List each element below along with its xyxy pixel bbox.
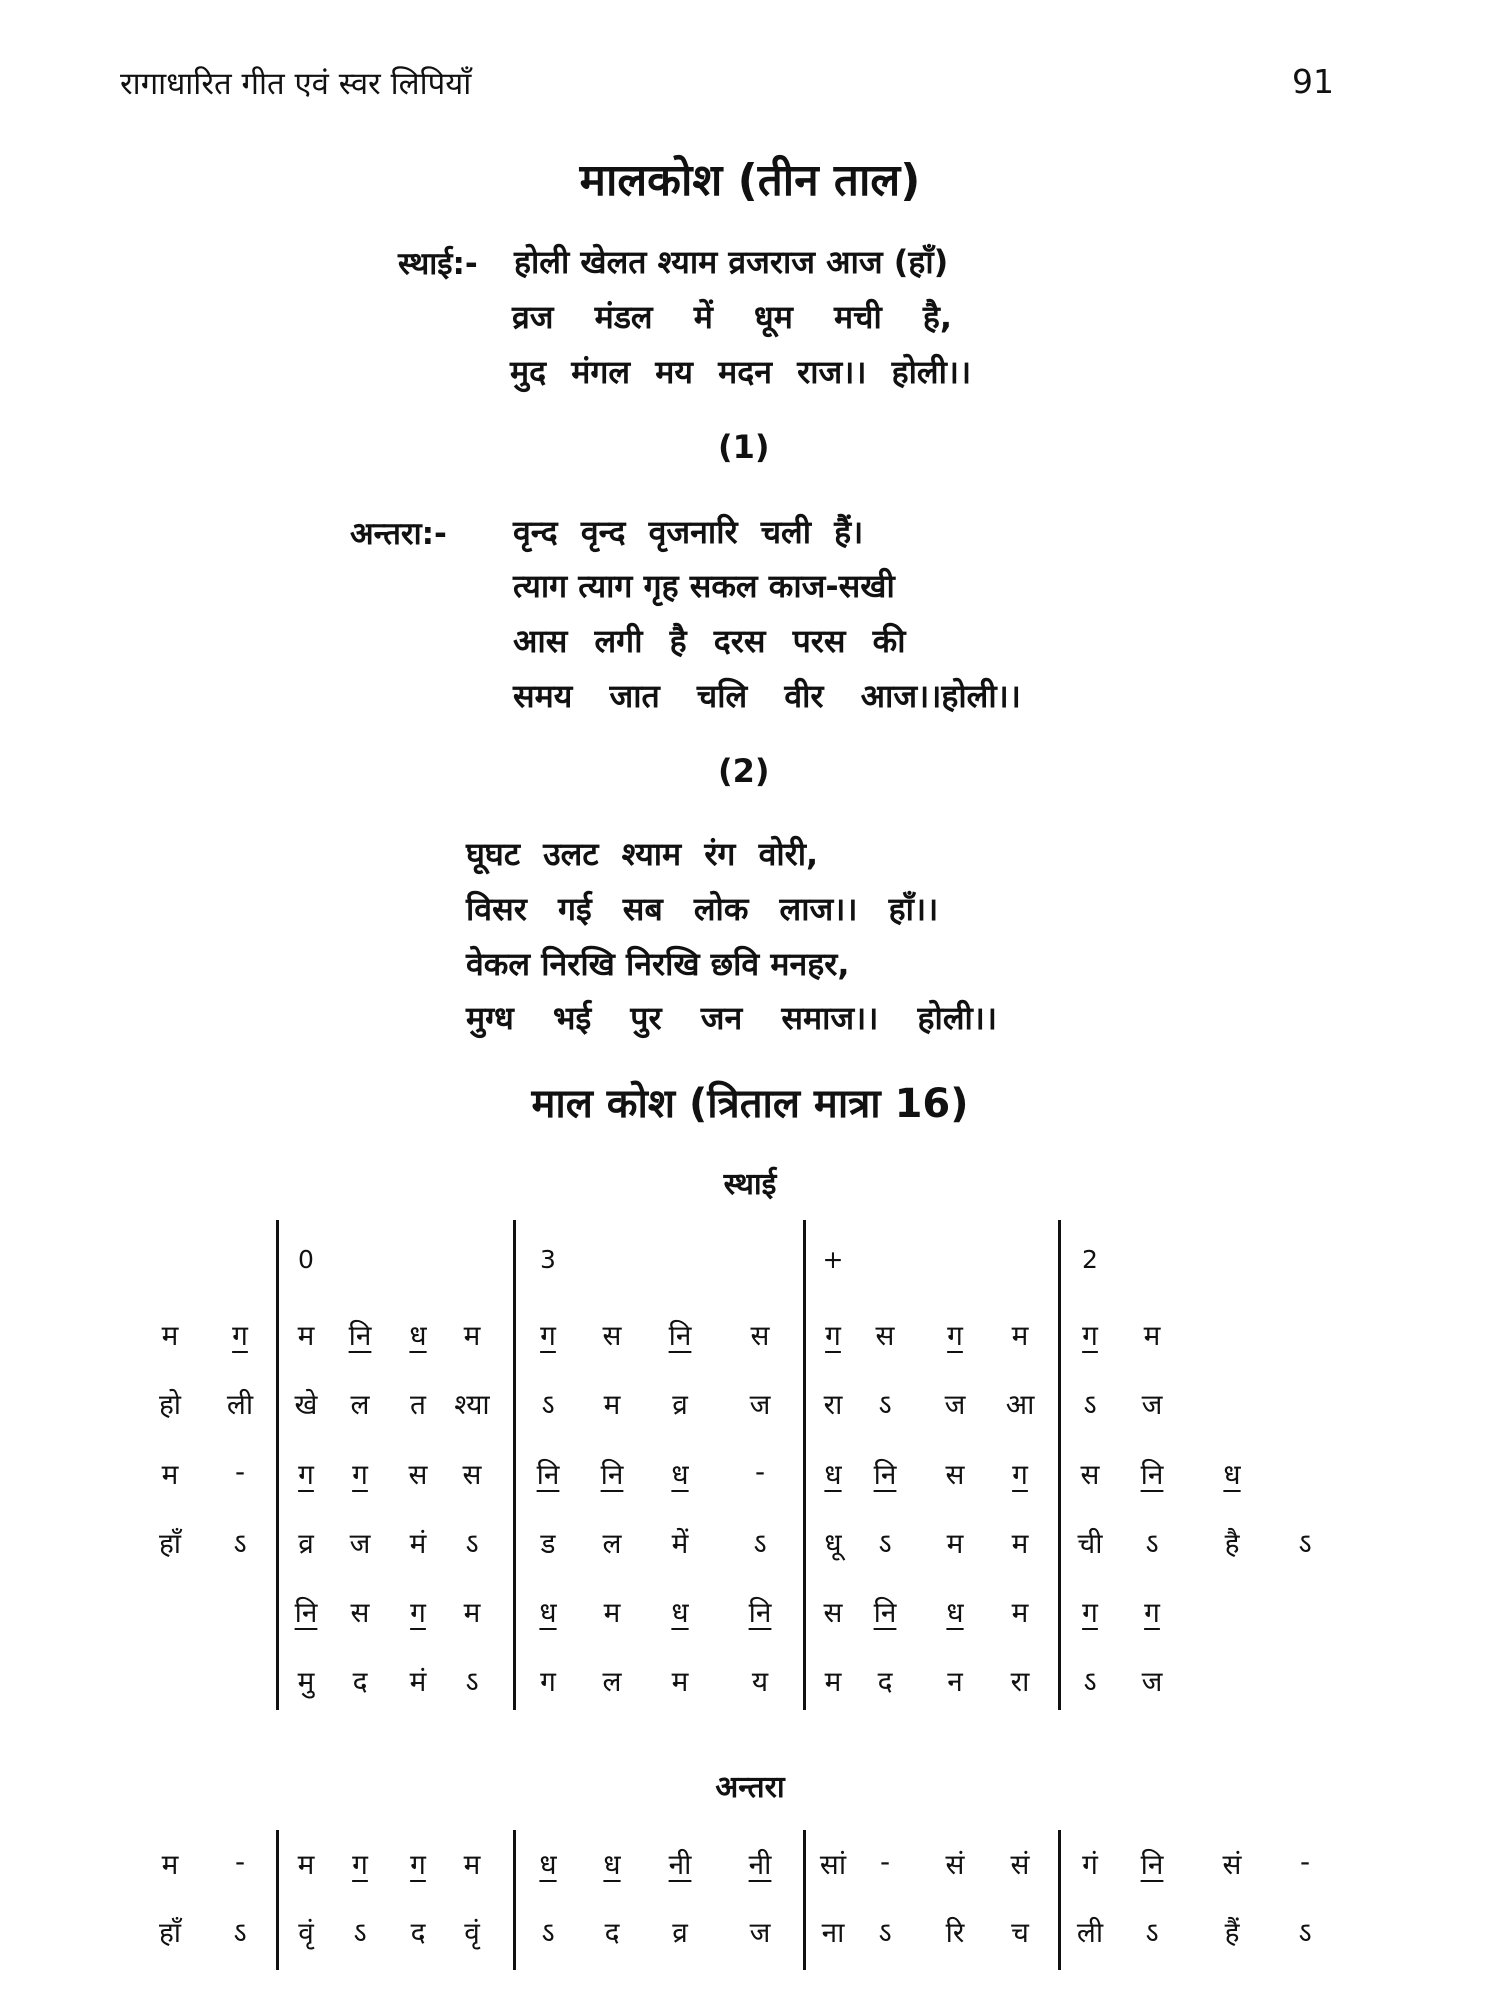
sthai-note-cell: खे bbox=[294, 1388, 318, 1421]
sthai-note-cell: ग bbox=[540, 1319, 556, 1352]
sthai-note-cell: म bbox=[161, 1319, 179, 1352]
antara-note-cell: रि bbox=[945, 1916, 965, 1949]
antara-note-cell: हाँ bbox=[158, 1916, 182, 1949]
sthai-note-cell: नि bbox=[294, 1596, 318, 1629]
sthai-note-cell: द bbox=[352, 1665, 368, 1698]
sthai-beat-mark: 3 bbox=[540, 1245, 556, 1274]
antara-note-cell: म bbox=[463, 1848, 481, 1881]
antara-note-cell: ऽ bbox=[233, 1916, 247, 1949]
sthai-note-cell: नि bbox=[536, 1458, 560, 1491]
sthai-note-cell: ऽ bbox=[1145, 1527, 1159, 1560]
antara-label: अन्तरा:- bbox=[350, 516, 447, 552]
antara-note-cell: गं bbox=[1082, 1848, 1098, 1881]
antara-bar-line bbox=[513, 1830, 516, 1970]
antara-note-cell: नि bbox=[1140, 1848, 1164, 1881]
sthai-note-cell: ऽ bbox=[233, 1527, 247, 1560]
para-marker-1: (1) bbox=[718, 428, 770, 466]
sthai-note-cell: श्या bbox=[454, 1388, 490, 1421]
sthai-note-cell: ल bbox=[602, 1665, 622, 1698]
sthai-note-cell: स bbox=[875, 1319, 895, 1352]
sthai-note-cell: ग bbox=[298, 1458, 314, 1491]
antara-note-cell: नी bbox=[748, 1848, 772, 1881]
sthai-note-cell: ज bbox=[749, 1388, 771, 1421]
antara-note-cell: ज bbox=[749, 1916, 771, 1949]
sthai-note-cell: न bbox=[947, 1665, 963, 1698]
sthai-note-cell: म bbox=[1011, 1596, 1029, 1629]
sthai-note-cell: धू bbox=[824, 1527, 842, 1560]
sthai-note-cell: ज bbox=[1141, 1665, 1163, 1698]
sthai-note-cell: म bbox=[1143, 1319, 1161, 1352]
antara-bar-line bbox=[276, 1830, 279, 1970]
antara-note-cell: ग bbox=[352, 1848, 368, 1881]
sthai-note-cell: ध bbox=[539, 1596, 557, 1629]
sthai-note-cell: ग bbox=[1144, 1596, 1160, 1629]
sthai-note-cell: म bbox=[603, 1596, 621, 1629]
sthai-note-cell: ल bbox=[602, 1527, 622, 1560]
sthai-note-cell: म bbox=[603, 1388, 621, 1421]
sthai-beat-mark: + bbox=[822, 1245, 844, 1274]
sthai-note-cell: म bbox=[946, 1527, 964, 1560]
sthai-note-cell: ग bbox=[1012, 1458, 1028, 1491]
antara-line-2: त्याग त्याग गृह सकल काज-सखी bbox=[513, 567, 895, 605]
antara-note-cell: वृं bbox=[298, 1916, 314, 1949]
sthai-note-cell: स bbox=[945, 1458, 965, 1491]
sthai-note-cell: ज bbox=[349, 1527, 371, 1560]
sthai-note-cell: ऽ bbox=[465, 1527, 479, 1560]
sthai-note-cell: आ bbox=[1005, 1388, 1035, 1421]
sthai-bar-line bbox=[513, 1220, 516, 1710]
sthai-heading: स्थाई bbox=[723, 1167, 777, 1202]
sthai-note-cell: म bbox=[671, 1665, 689, 1698]
verse2-line-4: मुग्ध भई पुर जन समाज।। होली।। bbox=[466, 999, 998, 1037]
antara-note-cell: ऽ bbox=[878, 1916, 892, 1949]
sthai-note-cell: - bbox=[234, 1455, 246, 1488]
sthai-line-1: होली खेलत श्याम व्रजराज आज (हाँ) bbox=[514, 243, 949, 281]
sthai-note-cell: ज bbox=[944, 1388, 966, 1421]
antara-note-cell: द bbox=[410, 1916, 426, 1949]
sthai-note-cell: ऽ bbox=[541, 1388, 555, 1421]
antara-note-cell: ऽ bbox=[1145, 1916, 1159, 1949]
antara-note-cell: सं bbox=[1010, 1848, 1030, 1881]
sthai-note-cell: स bbox=[1080, 1458, 1100, 1491]
verse2-line-2: विसर गई सब लोक लाज।। हाँ।। bbox=[466, 890, 939, 928]
sthai-label: स्थाई:- bbox=[398, 246, 478, 282]
sthai-note-cell: ग bbox=[825, 1319, 841, 1352]
sthai-note-cell: नि bbox=[1140, 1458, 1164, 1491]
sthai-note-cell: म bbox=[161, 1458, 179, 1491]
antara-note-cell: हैं bbox=[1224, 1916, 1240, 1949]
sthai-line-3: मुद मंगल मय मदन राज।। होली।। bbox=[510, 353, 972, 391]
sthai-note-cell: स bbox=[462, 1458, 482, 1491]
sthai-note-cell: मु bbox=[297, 1665, 315, 1698]
sthai-note-cell: ड bbox=[540, 1527, 556, 1560]
sthai-note-cell: है bbox=[1224, 1527, 1240, 1560]
sthai-bar-line bbox=[803, 1220, 806, 1710]
sthai-note-cell: ध bbox=[671, 1596, 689, 1629]
antara-note-cell: व्र bbox=[672, 1916, 688, 1949]
verse2-line-1: घूघट उलट श्याम रंग वोरी, bbox=[466, 835, 819, 873]
sthai-note-cell: ऽ bbox=[1298, 1527, 1312, 1560]
antara-line-3: आस लगी है दरस परस की bbox=[513, 622, 906, 660]
antara-note-cell: ऽ bbox=[541, 1916, 555, 1949]
sthai-note-cell: नि bbox=[873, 1596, 897, 1629]
antara-note-cell: - bbox=[1299, 1845, 1311, 1878]
sthai-note-cell: म bbox=[1011, 1319, 1029, 1352]
sthai-note-cell: ल bbox=[350, 1388, 370, 1421]
antara-note-cell: ऽ bbox=[1298, 1916, 1312, 1949]
sthai-note-cell: नि bbox=[748, 1596, 772, 1629]
sthai-note-cell: ध bbox=[409, 1319, 427, 1352]
antara-note-cell: ना bbox=[821, 1916, 845, 1949]
sthai-beat-mark: 2 bbox=[1082, 1245, 1098, 1274]
sthai-note-cell: ध bbox=[824, 1458, 842, 1491]
verse2-line-3: वेकल निरखि निरखि छवि मनहर, bbox=[466, 945, 850, 983]
antara-note-cell: ध bbox=[603, 1848, 621, 1881]
antara-note-cell: वृं bbox=[464, 1916, 480, 1949]
antara-bar-line bbox=[1058, 1830, 1061, 1970]
sthai-note-cell: हो bbox=[158, 1388, 182, 1421]
sthai-beat-mark: 0 bbox=[298, 1245, 314, 1274]
sthai-note-cell: य bbox=[751, 1665, 769, 1698]
sthai-note-cell: ऽ bbox=[878, 1388, 892, 1421]
sthai-note-cell: ग bbox=[540, 1665, 556, 1698]
sthai-note-cell: ऽ bbox=[465, 1665, 479, 1698]
para-marker-2: (2) bbox=[718, 752, 770, 790]
sthai-note-cell: स bbox=[602, 1319, 622, 1352]
song-title: मालकोश (तीन ताल) bbox=[579, 155, 921, 206]
sthai-note-cell: द bbox=[877, 1665, 893, 1698]
sthai-note-cell: नि bbox=[600, 1458, 624, 1491]
antara-bar-line bbox=[803, 1830, 806, 1970]
notation-title: माल कोश (त्रिताल मात्रा 16) bbox=[531, 1081, 969, 1127]
sthai-note-cell: ग bbox=[1082, 1596, 1098, 1629]
sthai-note-cell: स bbox=[350, 1596, 370, 1629]
antara-line-1: वृन्द वृन्द वृजनारि चली हैं। bbox=[513, 513, 864, 551]
antara-note-cell: - bbox=[234, 1845, 246, 1878]
sthai-note-cell: म bbox=[297, 1319, 315, 1352]
antara-line-4: समय जात चलि वीर आज।।होली।। bbox=[513, 677, 1021, 715]
sthai-line-2: व्रज मंडल में धूम मची है, bbox=[512, 298, 953, 336]
sthai-note-cell: ज bbox=[1141, 1388, 1163, 1421]
antara-note-cell: ऽ bbox=[353, 1916, 367, 1949]
sthai-note-cell: ऽ bbox=[1083, 1665, 1097, 1698]
antara-note-cell: ध bbox=[539, 1848, 557, 1881]
sthai-note-cell: रा bbox=[1010, 1665, 1030, 1698]
sthai-note-cell: स bbox=[408, 1458, 428, 1491]
sthai-note-cell: म bbox=[463, 1319, 481, 1352]
sthai-note-cell: मं bbox=[409, 1527, 427, 1560]
sthai-bar-line bbox=[1058, 1220, 1061, 1710]
sthai-note-cell: ग bbox=[410, 1596, 426, 1629]
sthai-note-cell: ऽ bbox=[753, 1527, 767, 1560]
antara-note-cell: नी bbox=[668, 1848, 692, 1881]
sthai-bar-line bbox=[276, 1220, 279, 1710]
sthai-note-cell: नि bbox=[668, 1319, 692, 1352]
antara-note-cell: सं bbox=[945, 1848, 965, 1881]
sthai-note-cell: ध bbox=[1223, 1458, 1241, 1491]
sthai-note-cell: - bbox=[754, 1455, 766, 1488]
sthai-note-cell: में bbox=[671, 1527, 689, 1560]
antara-note-cell: म bbox=[161, 1848, 179, 1881]
sthai-note-cell: नि bbox=[348, 1319, 372, 1352]
sthai-note-cell: म bbox=[824, 1665, 842, 1698]
sthai-note-cell: ऽ bbox=[878, 1527, 892, 1560]
antara-note-cell: द bbox=[604, 1916, 620, 1949]
sthai-note-cell: म bbox=[1011, 1527, 1029, 1560]
sthai-note-cell: ग bbox=[232, 1319, 248, 1352]
sthai-note-cell: ली bbox=[226, 1388, 254, 1421]
antara-note-cell: म bbox=[297, 1848, 315, 1881]
sthai-note-cell: व्र bbox=[298, 1527, 314, 1560]
sthai-note-cell: स bbox=[823, 1596, 843, 1629]
sthai-note-cell: ची bbox=[1077, 1527, 1103, 1560]
antara-note-cell: सं bbox=[1222, 1848, 1242, 1881]
antara-heading: अन्तरा bbox=[715, 1770, 785, 1805]
sthai-note-cell: ग bbox=[1082, 1319, 1098, 1352]
sthai-note-cell: ध bbox=[671, 1458, 689, 1491]
antara-note-cell: च bbox=[1011, 1916, 1029, 1949]
running-title: रागाधारित गीत एवं स्वर लिपियाँ bbox=[120, 66, 472, 102]
sthai-note-cell: व्र bbox=[672, 1388, 688, 1421]
sthai-note-cell: ग bbox=[352, 1458, 368, 1491]
sthai-note-cell: स bbox=[750, 1319, 770, 1352]
antara-note-cell: सां bbox=[819, 1848, 847, 1881]
sthai-note-cell: ऽ bbox=[1083, 1388, 1097, 1421]
sthai-note-cell: ग bbox=[947, 1319, 963, 1352]
sthai-note-cell: ध bbox=[946, 1596, 964, 1629]
antara-note-cell: ग bbox=[410, 1848, 426, 1881]
sthai-note-cell: म bbox=[463, 1596, 481, 1629]
page-number: 91 bbox=[1292, 62, 1334, 101]
antara-note-cell: ली bbox=[1076, 1916, 1104, 1949]
sthai-note-cell: हाँ bbox=[158, 1527, 182, 1560]
sthai-note-cell: त bbox=[410, 1388, 426, 1421]
antara-note-cell: - bbox=[879, 1845, 891, 1878]
sthai-note-cell: मं bbox=[409, 1665, 427, 1698]
sthai-note-cell: नि bbox=[873, 1458, 897, 1491]
sthai-note-cell: रा bbox=[823, 1388, 843, 1421]
